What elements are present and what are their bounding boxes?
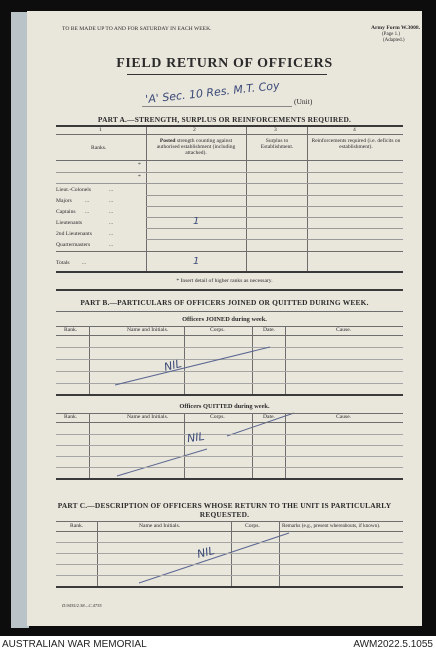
rule [56, 456, 403, 457]
rank-label: Lieut.-Colonels [56, 187, 91, 193]
quitted-col-date: Date. [263, 414, 275, 420]
rule [56, 467, 403, 468]
col-number-2: 2 [193, 127, 196, 133]
joined-nil: NIL [162, 357, 183, 374]
quitted-col-cause: Cause. [336, 414, 352, 420]
part-c-col-name: Name and Initials. [139, 523, 181, 529]
col-divider [279, 521, 280, 587]
rule [56, 422, 403, 423]
rank-label: Captains [56, 209, 76, 215]
col-surplus-header: Surplus to Establishment. [260, 138, 294, 150]
part-c-heading-line2: REQUESTED. [199, 510, 250, 519]
rule [56, 553, 403, 554]
rank-dots: ... [109, 242, 114, 248]
asterisk-mark: * [138, 174, 141, 180]
part-b-heading: PART B.—PARTICULARS OF OFFICERS JOINED OR QUITTED DURING WEEK. [80, 298, 369, 307]
part-a-heading: PART A.—STRENGTH, SURPLUS OR REINFORCEMENTS REQUIRED. [97, 115, 352, 124]
part-c-bottom-rule [56, 586, 403, 588]
footer-bar [0, 636, 436, 653]
col-divider [285, 413, 286, 479]
rule [56, 531, 403, 532]
footer-source: AUSTRALIAN WAR MEMORIAL [2, 639, 147, 650]
col-divider [252, 413, 253, 479]
col-divider [184, 413, 185, 479]
part-c-heading-line1: PART C.—DESCRIPTION OF OFFICERS WHOSE RETURN TO THE UNIT IS PARTICULARLY [57, 501, 392, 510]
page-note: (Page 1.) [382, 32, 401, 37]
rank-dots: ... [109, 187, 114, 193]
col-number-4: 4 [353, 127, 356, 133]
rank-label: 2nd Lieutenants [56, 231, 92, 237]
part-c-nil: NIL [195, 544, 216, 561]
col-reinforcements-header: Reinforcements required (i.e. deficits on establishment). [311, 138, 401, 150]
totals-label: Totals [56, 260, 70, 266]
quitted-nil: NIL [186, 429, 206, 446]
joined-col-name: Name and Initials. [127, 327, 169, 333]
rank-dots: ... [109, 231, 114, 237]
quitted-strike-line [117, 449, 207, 476]
rule [56, 445, 403, 446]
totals-posted-value: 1 [193, 256, 200, 267]
quitted-col-name: Name and Initials. [127, 414, 169, 420]
joined-col-cause: Cause. [336, 327, 352, 333]
part-b-bottom-rule [56, 478, 403, 480]
rank-label: Lieutenants [56, 220, 83, 226]
joined-col-rank: Rank. [64, 327, 78, 333]
joined-strike-line [27, 11, 422, 626]
joined-col-date: Date. [263, 327, 275, 333]
rule [56, 542, 403, 543]
col-ranks-header: Ranks. [91, 145, 107, 151]
rule [56, 564, 403, 565]
quitted-strike-line [227, 413, 294, 436]
part-c-col-corps: Corps. [245, 523, 260, 529]
quitted-title: Officers QUITTED during week. [179, 403, 270, 410]
rank-dots: ... [109, 209, 114, 215]
totals-dots: ... [82, 260, 87, 266]
asterisk-mark: * [138, 162, 141, 168]
unit-label: (Unit) [294, 97, 313, 106]
footer-accession: AWM2022.5.1055 [353, 639, 433, 650]
posted-bold: Posted [159, 138, 176, 144]
col-divider [97, 521, 98, 587]
rank-dots: ... [109, 198, 114, 204]
part-c-col-remarks: Remarks (e.g., present whereabouts, if known). [282, 523, 381, 529]
adapted-note: (Adapted.) [383, 38, 405, 43]
col-number-1: 1 [99, 127, 102, 133]
rank-dots: ... [109, 220, 114, 226]
col-number-3: 3 [274, 127, 277, 133]
joined-title: Officers JOINED during week. [182, 316, 267, 323]
rule [56, 434, 403, 435]
print-code: D.9435/2.38—C.4735 [62, 603, 102, 608]
form-page [27, 11, 422, 626]
part-a-footnote: * Insert detail of higher ranks as necessary. [176, 278, 273, 284]
rank-dots: ... [85, 198, 90, 204]
quitted-col-corps: Corps. [210, 414, 225, 420]
col-divider [231, 521, 232, 587]
quitted-col-rank: Rank. [64, 414, 78, 420]
rule [56, 521, 403, 522]
posted-rest: strength counting against authorised establishment (including attached). [156, 138, 236, 156]
rank-dots: ... [85, 209, 90, 215]
rank-label: Quartermasters [56, 242, 91, 248]
col-divider [89, 413, 90, 479]
joined-col-corps: Corps. [210, 327, 225, 333]
form-number: Army Form W.3008. [371, 25, 421, 31]
rule [56, 575, 403, 576]
form-title: FIELD RETURN OF OFFICERS [116, 56, 333, 71]
lieutenants-posted-value: 1 [193, 216, 200, 227]
part-c-col-rank: Rank. [70, 523, 84, 529]
unit-handwriting: 'A' Sec. 10 Res. M.T. Coy [144, 78, 281, 107]
top-instruction: TO BE MADE UP TO AND FOR SATURDAY IN EACH WEEK. [62, 26, 212, 32]
rank-label: Majors [56, 198, 72, 204]
